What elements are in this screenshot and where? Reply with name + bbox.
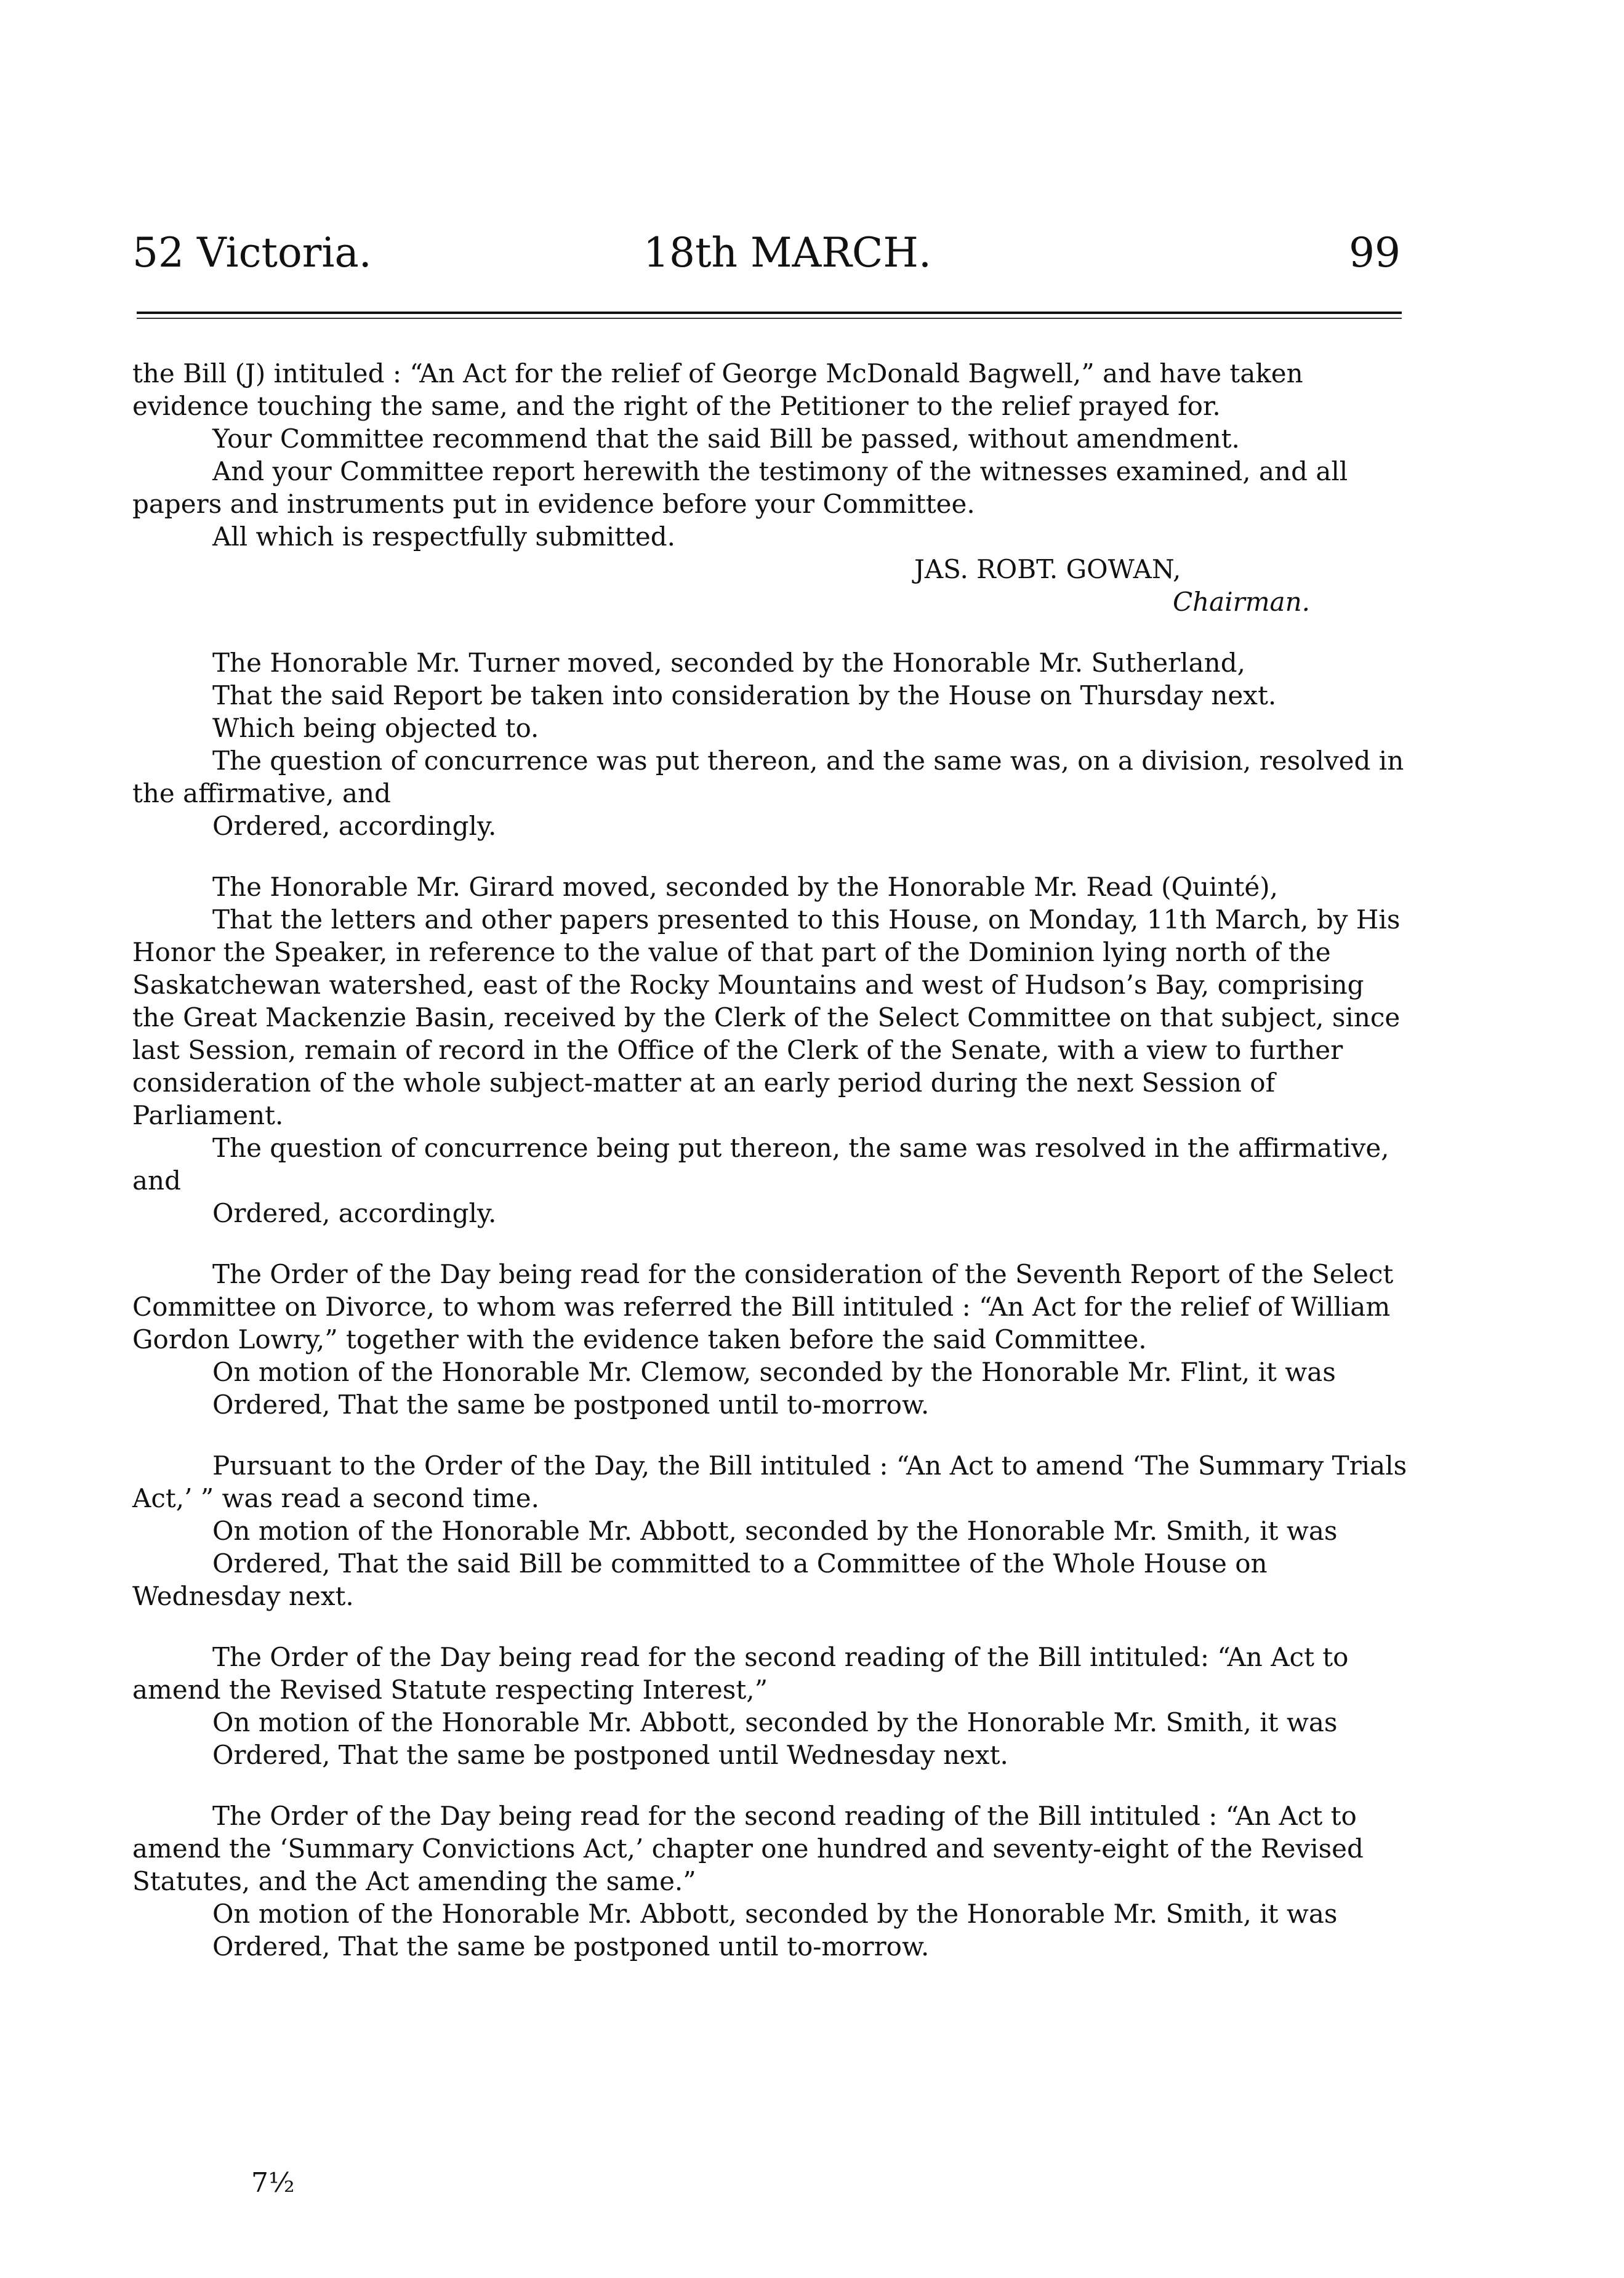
paragraph: The question of concurrence was put thereon, and the same was, on a division, resolved in the affirmative, and [132,746,1404,808]
page-number: 99 [1349,229,1401,276]
paragraph: On motion of the Honorable Mr. Clemow, seconded by the Honorable Mr. Flint, it was [212,1357,1336,1387]
paragraph: The Honorable Mr. Turner moved, seconded by the Honorable Mr. Sutherland, [212,648,1245,678]
section-spacer [132,1421,1413,1449]
paragraph: On motion of the Honorable Mr. Abbott, seconded by the Honorable Mr. Smith, it was [212,1899,1338,1929]
paragraph: the Bill (J) intituled : “An Act for the relief of George McDonald Bagwell,” and have taken evidence touching the same, and the right of the Petitioner to the relief prayed for. [132,358,1303,421]
paragraph: All which is respectfully submitted. [212,521,676,552]
paragraph: Ordered, That the same be postponed until to-morrow. [212,1931,930,1962]
paragraph: The question of concurrence being put thereon, the same was resolved in the affirmative, and [132,1133,1389,1196]
header-rule-thick [137,312,1402,314]
section-spacer [132,1230,1413,1258]
section-spacer [132,1612,1413,1641]
signature-mark: 7½ [251,2167,295,2199]
paragraph: Pursuant to the Order of the Day, the Bill intituled : “An Act to amend ‘The Summary Trials Act,’ ” was read a second time. [132,1451,1407,1513]
header-rule-thin [137,318,1402,319]
paragraph: The Order of the Day being read for the consideration of the Seventh Report of the Select Committee on Divorce, to whom was referred the Bill intituled : “An Act for the relief of William Gordon Lowry,” together with the evidence taken before the said Committee. [132,1259,1394,1354]
document-body [132,357,1413,1963]
paragraph: On motion of the Honorable Mr. Abbott, seconded by the Honorable Mr. Smith, it was [212,1707,1338,1737]
paragraph: The Order of the Day being read for the second reading of the Bill intituled: “An Act to amend the Revised Statute respecting Interest,” [132,1642,1349,1705]
paragraph: Ordered, That the said Bill be committed to a Committee of the Whole House on Wednesday next. [132,1548,1268,1611]
header-date: 18th MARCH. [643,229,931,276]
paragraph: And your Committee report herewith the testimony of the witnesses examined, and all papers and instruments put in evidence before your Committee. [132,456,1348,519]
paragraph: That the letters and other papers presented to this House, on Monday, 11th March, by His Honor the Speaker, in reference to the value of that part of the Dominion lying north of the Saskatchewan watershed, east of the Rocky Mountains and west of Hudson’s Bay, comprising the Great Mackenzie Basin, received by the Clerk of the Select Committee on that subject, since last Session, remain of record in the Office of the Clerk of the Senate, with a view to further consideration of the whole subject-matter at an early period during the next Session of Parliament. [132,904,1401,1130]
paragraph: The Order of the Day being read for the second reading of the Bill intituled : “An Act to amend the ‘Summary Convictions Act,’ chapter one hundred and seventy-eight of the Revised Statutes, and the Act amending the same.” [132,1801,1364,1896]
page-header [132,229,1401,284]
section-spacer [132,842,1413,871]
paragraph: That the said Report be taken into consideration by the House on Thursday next. [212,680,1277,710]
paragraph: The Honorable Mr. Girard moved, seconded by the Honorable Mr. Read (Quinté), [212,872,1279,902]
paragraph: Ordered, accordingly. [212,1198,497,1228]
section-spacer [132,618,1413,646]
signature-name: JAS. ROBT. GOWAN, [914,554,1181,584]
paragraph: Which being objected to. [212,713,539,743]
paragraph: On motion of the Honorable Mr. Abbott, seconded by the Honorable Mr. Smith, it was [212,1516,1338,1546]
paragraph: Ordered, That the same be postponed until to-morrow. [212,1390,930,1420]
paragraph: Ordered, That the same be postponed until Wednesday next. [212,1740,1008,1770]
header-session: 52 Victoria. [132,229,372,276]
signature-title: Chairman. [1173,587,1311,617]
paragraph: Ordered, accordingly. [212,811,497,841]
paragraph: Your Committee recommend that the said Bill be passed, without amendment. [212,424,1240,454]
section-spacer [132,1771,1413,1800]
